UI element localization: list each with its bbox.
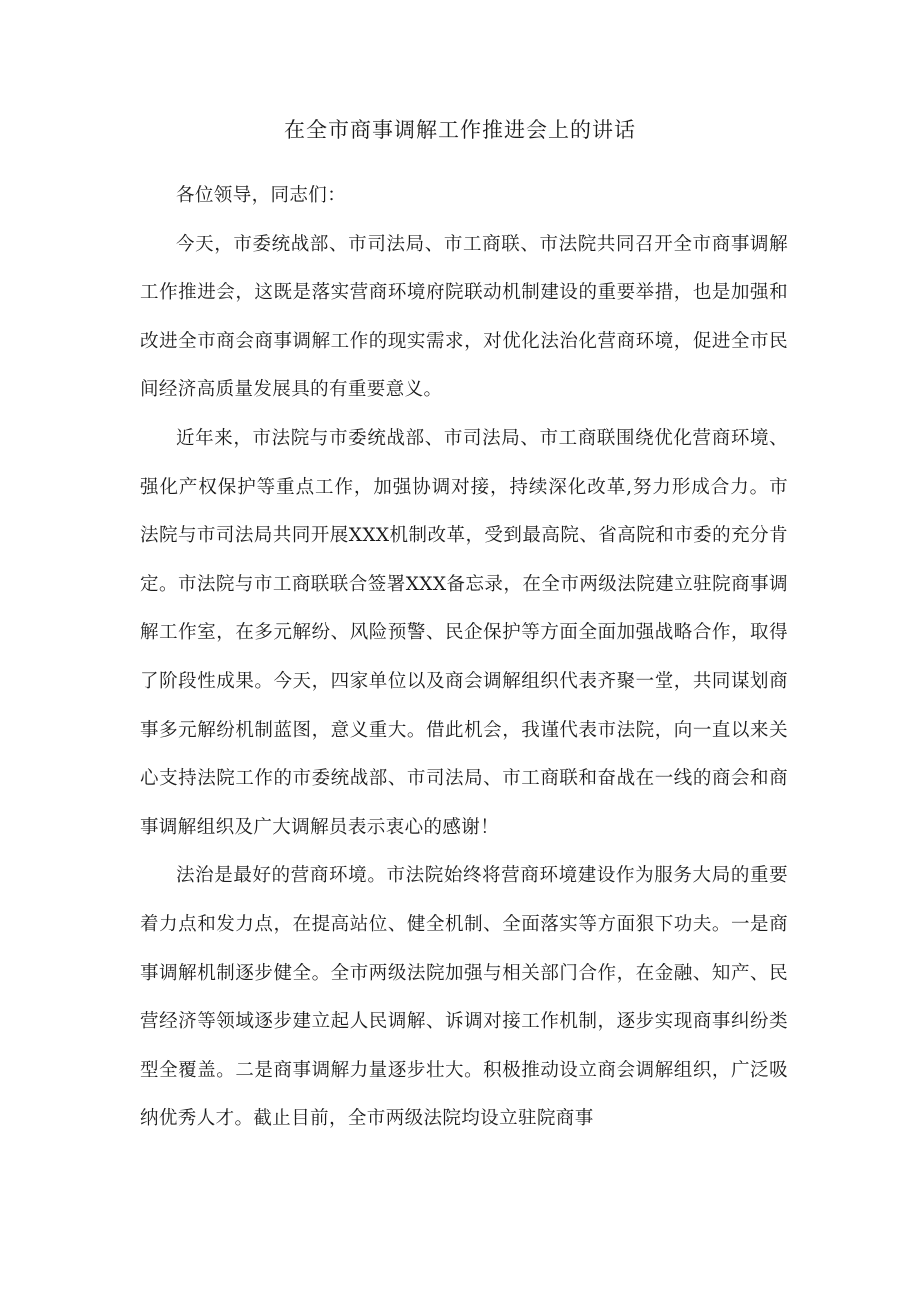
salutation: 各位领导，同志们： [176,185,347,206]
paragraph-rule-of-law: 法治是最好的营商环境。市法院始终将营商环境建设作为服务大局的重要着力点和发力点，在提高站位、健全机制、全面落实等方面狠下功夫。一是商事调解机制逐步健全。全市两级法院加强与相关部门合作，在金融、知产、民营经济等领域逐步建立起人民调解、诉调对接工作机制，逐步实现商事纠纷类型全覆盖。二是商事调解力量逐步壮大。积极推动设立商会调解组织，广泛吸纳优秀人才。截止目前，全市两级法院均设立驻院商事 [140,865,788,1130]
document-title: 在全市商事调解工作推进会上的讲话 [284,118,636,142]
paragraph-opening: 今天，市委统战部、市司法局、市工商联、市法院共同召开全市商事调解工作推进会，这既是落实营商环境府院联动机制建设的重要举措，也是加强和改进全市商会商事调解工作的现实需求，对优化法治化营商环境，促进全市民间经济高质量发展具的有重要意义。 [140,233,788,401]
document-body [140,172,788,1144]
paragraph-recent-years: 近年来，市法院与市委统战部、市司法局、市工商联围绕优化营商环境、强化产权保护等重点工作，加强协调对接，持续深化改革,努力形成合力。市法院与市司法局共同开展XXX机制改革，受到最高院、省高院和市委的充分肯定。市法院与市工商联联合签署XXX备忘录，在全市两级法院建立驻院商事调解工作室，在多元解纷、风险预警、民企保护等方面全面加强战略合作，取得了阶段性成果。今天，四家单位以及商会调解组织代表齐聚一堂，共同谋划商事多元解纷机制蓝图，意义重大。借此机会，我谨代表市法院，向一直以来关心支持法院工作的市委统战部、市司法局、市工商联和奋战在一线的商会和商事调解组织及广大调解员表示衷心的感谢！ [140,427,788,838]
